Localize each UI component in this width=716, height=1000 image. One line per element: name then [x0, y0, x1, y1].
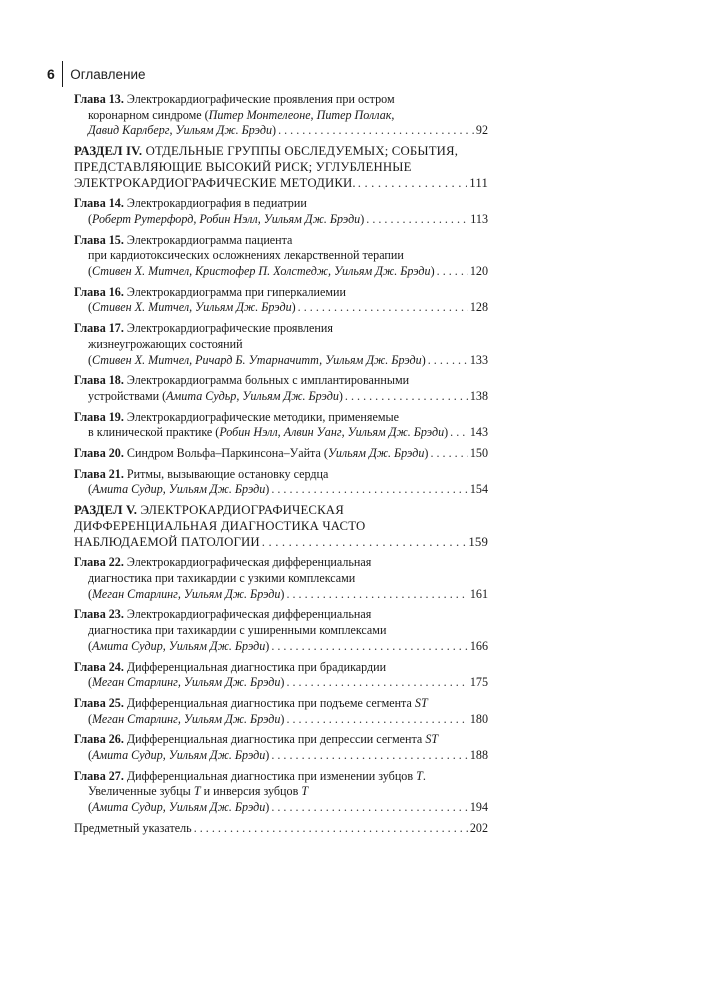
- toc-title-text: Ритмы, вызывающие остановку сердца: [126, 466, 329, 481]
- toc-line-text: [88, 639, 269, 655]
- toc-page-number: 166: [469, 638, 488, 653]
- toc-label: Глава 23.: [74, 607, 124, 622]
- page-number: 6: [47, 66, 55, 82]
- toc-chapter[interactable]: [74, 321, 488, 368]
- toc-chapter[interactable]: [74, 410, 488, 441]
- toc-title-text: Электрокардиографическая дифференциальная: [126, 607, 372, 622]
- toc-line-text: [88, 587, 284, 603]
- toc-title-text: ): [421, 352, 426, 367]
- toc-page-number: 161: [469, 586, 488, 601]
- running-head: [47, 60, 146, 88]
- toc-title-text: Электрокардиография в педиатрии: [126, 196, 307, 211]
- toc-line-text: [88, 212, 364, 228]
- running-head-title: Оглавление: [70, 66, 146, 82]
- toc-title-text: ): [338, 388, 343, 403]
- toc-title-text: ДИФФЕРЕНЦИАЛЬНАЯ ДИАГНОСТИКА ЧАСТО: [74, 518, 366, 533]
- toc-line: [74, 321, 488, 337]
- dot-leader: [278, 123, 474, 139]
- toc-title-text: Дифференциальная диагностика при брадикардии: [126, 659, 387, 674]
- toc-title-text: Электрокардиографические проявления при остром: [126, 92, 395, 106]
- toc-line-text: [88, 800, 269, 816]
- toc-label: Глава 22.: [74, 555, 124, 570]
- toc-label: Глава 18.: [74, 373, 124, 388]
- toc-line-text: [88, 748, 269, 764]
- toc-line: [74, 446, 488, 462]
- toc-page-number: 133: [469, 352, 488, 367]
- toc-label: Глава 25.: [74, 695, 124, 710]
- toc-page-number: 188: [469, 748, 488, 763]
- toc-title-text: при кардиотоксических осложнениях лекарственной терапии: [88, 248, 404, 263]
- toc-chapter[interactable]: [74, 285, 488, 316]
- toc-title-text: (: [88, 482, 93, 497]
- toc-page-number: 138: [469, 388, 488, 403]
- toc-page-number: 175: [469, 675, 488, 690]
- toc-title-text: ЭЛЕКТРОКАРДИОГРАФИЧЕСКИЕ МЕТОДИКИ.: [74, 175, 356, 190]
- toc-title-text: Электрокардиографические методики, применяемые: [126, 409, 399, 424]
- toc-title-text: (: [88, 352, 93, 367]
- toc-line: [74, 160, 488, 176]
- toc-chapter[interactable]: [74, 769, 488, 816]
- toc-page-number: 113: [470, 211, 488, 226]
- toc-title-text: Дифференциальная диагностика при депрессии сегмента: [126, 732, 426, 747]
- toc-line-text: [88, 353, 426, 369]
- toc-label: РАЗДЕЛ V.: [74, 503, 138, 518]
- toc-label: РАЗДЕЛ IV.: [74, 144, 143, 159]
- toc-section[interactable]: [74, 144, 488, 191]
- dot-leader: [286, 712, 467, 728]
- toc-label: Глава 19.: [74, 409, 124, 424]
- toc-line: [74, 264, 488, 280]
- toc-page-number: 111: [469, 175, 488, 190]
- toc-title-text: Дифференциальная диагностика при подъеме сегмента: [126, 695, 415, 710]
- toc-authors: Стивен Х. Митчел, Уильям Дж. Брэди: [92, 300, 292, 315]
- toc-authors: Меган Старлинг, Уильям Дж. Брэди: [92, 586, 281, 601]
- toc-title-text: (: [88, 638, 93, 653]
- toc-index[interactable]: [74, 821, 488, 837]
- toc-title-text: Электрокардиограмма при гиперкалиемии: [126, 284, 346, 299]
- toc-authors: Амита Судир, Уильям Дж. Брэди: [92, 482, 266, 497]
- toc-label: Глава 24.: [74, 659, 124, 674]
- toc-authors: ST: [414, 695, 428, 710]
- toc-title-text: ПРЕДСТАВЛЯЮЩИЕ ВЫСОКИЙ РИСК; УГЛУБЛЕННЫЕ: [74, 159, 412, 174]
- toc-title-text: .: [422, 768, 426, 783]
- toc-chapter[interactable]: [74, 92, 488, 139]
- toc-chapter[interactable]: [74, 467, 488, 498]
- toc-line: [74, 467, 488, 483]
- toc-page-number: 159: [468, 534, 488, 549]
- toc-chapter[interactable]: [74, 607, 488, 654]
- toc-label: Глава 14.: [74, 196, 124, 211]
- toc-line: [74, 769, 488, 785]
- toc-line-text: [74, 535, 260, 551]
- toc-chapter[interactable]: [74, 233, 488, 280]
- dot-leader: [271, 482, 468, 498]
- toc-line: [74, 233, 488, 249]
- toc-title-text: ЭЛЕКТРОКАРДИОГРАФИЧЕСКАЯ: [140, 503, 344, 518]
- toc-authors: Амита Судир, Уильям Дж. Брэди: [92, 800, 266, 815]
- toc-line-text: [88, 482, 269, 498]
- toc-line: [74, 748, 488, 764]
- toc-line: [74, 300, 488, 316]
- toc-authors: Амита Судир, Уильям Дж. Брэди: [92, 748, 266, 763]
- toc-line: [74, 607, 488, 623]
- toc-title-text: коронарном синдроме (: [88, 107, 209, 122]
- toc-line: [74, 555, 488, 571]
- toc-line: [74, 800, 488, 816]
- toc-title-text: ОТДЕЛЬНЫЕ ГРУППЫ ОБСЛЕДУЕМЫХ; СОБЫТИЯ,: [145, 144, 459, 159]
- dot-leader: [430, 446, 467, 462]
- toc-title-text: в клинической практике (: [88, 425, 220, 440]
- toc-title-text: (: [88, 211, 93, 226]
- toc-label: Глава 21.: [74, 466, 124, 481]
- toc-section[interactable]: [74, 503, 488, 550]
- dot-leader: [271, 639, 468, 655]
- toc-title-text: ): [272, 123, 277, 138]
- toc-label: Глава 17.: [74, 321, 124, 336]
- dot-leader: [450, 425, 468, 441]
- toc-page-number: 154: [469, 482, 488, 497]
- toc-label: Глава 15.: [74, 232, 124, 247]
- toc-line: [74, 675, 488, 691]
- toc-title-text: ): [265, 800, 270, 815]
- toc-line: [74, 285, 488, 301]
- toc-line-text: [88, 712, 284, 728]
- toc-label: Глава 27.: [74, 768, 124, 783]
- toc-line-text: [74, 821, 192, 837]
- toc-title-text: ): [424, 446, 429, 461]
- toc-line-text: [88, 425, 448, 441]
- table-of-contents: [74, 92, 488, 842]
- toc-line-text: [88, 389, 343, 405]
- toc-title-text: Электрокардиограмма пациента: [126, 232, 293, 247]
- toc-line: [74, 337, 488, 353]
- dot-leader: [194, 821, 468, 837]
- toc-title-text: Электрокардиографическая дифференциальная: [126, 555, 372, 570]
- toc-authors: Амита Судьр, Уильям Дж. Брэди: [166, 388, 339, 403]
- toc-title-text: ): [280, 675, 285, 690]
- toc-line: [74, 519, 488, 535]
- toc-line: [74, 784, 488, 800]
- toc-title-text: Синдром Вольфа–Паркинсона–Уайта (: [126, 446, 328, 461]
- toc-line-text: [88, 123, 276, 139]
- toc-title-text: (: [88, 586, 93, 601]
- toc-title-text: Предметный указатель: [74, 820, 192, 835]
- toc-authors: T: [416, 768, 423, 783]
- toc-title-text: ): [291, 300, 296, 315]
- toc-authors: Меган Старлинг, Уильям Дж. Брэди: [92, 675, 281, 690]
- toc-authors: Стивен Х. Митчел, Ричард Б. Утарначитт, Уильям Дж. Брэди: [92, 352, 422, 367]
- toc-title-text: (: [88, 711, 93, 726]
- toc-chapter[interactable]: [74, 446, 488, 462]
- toc-authors: Давид Карлберг, Уильям Дж. Брэди: [88, 123, 273, 138]
- toc-title-text: ): [280, 711, 285, 726]
- toc-line-text: [88, 675, 284, 691]
- toc-authors: ST: [425, 732, 439, 747]
- toc-authors: T: [301, 784, 309, 799]
- toc-title-text: ): [265, 638, 270, 653]
- toc-title-text: ): [360, 211, 365, 226]
- toc-line: [74, 353, 488, 369]
- toc-title-text: (: [88, 800, 93, 815]
- toc-line: [74, 571, 488, 587]
- toc-title-text: (: [88, 300, 93, 315]
- toc-authors: Уильям Дж. Брэди: [327, 446, 425, 461]
- toc-title-text: НАБЛЮДАЕМОЙ ПАТОЛОГИИ: [74, 534, 260, 549]
- toc-line: [74, 639, 488, 655]
- dot-leader: [286, 587, 467, 603]
- toc-label: Глава 20.: [74, 446, 124, 461]
- toc-chapter[interactable]: [74, 696, 488, 727]
- toc-line: [74, 482, 488, 498]
- toc-line: [74, 108, 488, 124]
- dot-leader: [358, 176, 468, 192]
- toc-line: [74, 660, 488, 676]
- toc-title-text: жизнеугрожающих состояний: [88, 336, 243, 351]
- toc-title-text: (: [88, 264, 93, 279]
- toc-page-number: 150: [469, 446, 488, 461]
- toc-line: [74, 587, 488, 603]
- dot-leader: [271, 748, 468, 764]
- toc-page-number: 143: [469, 425, 488, 440]
- toc-line: [74, 196, 488, 212]
- toc-title-text: (: [88, 675, 93, 690]
- toc-title-text: ): [265, 748, 270, 763]
- toc-title-text: и инверсия зубцов: [200, 784, 302, 799]
- toc-chapter[interactable]: [74, 196, 488, 227]
- toc-title-text: диагностика при тахикардии с узкими комплексами: [88, 570, 356, 585]
- toc-title-text: ): [430, 264, 435, 279]
- dot-leader: [298, 300, 468, 316]
- toc-line: [74, 712, 488, 728]
- toc-authors: Стивен Х. Митчел, Кристофер П. Холстедж, Уильям Дж. Брэди: [92, 264, 431, 279]
- toc-page-number: 194: [469, 800, 488, 815]
- toc-line-text: [74, 446, 428, 462]
- toc-label: Глава 13.: [74, 92, 124, 106]
- toc-line: [74, 212, 488, 228]
- toc-authors: Питер Монтелеоне, Питер Поллак,: [208, 107, 395, 122]
- toc-line: [74, 821, 488, 837]
- dot-leader: [437, 264, 468, 280]
- toc-authors: T: [193, 784, 201, 799]
- toc-line-text: [88, 264, 435, 280]
- toc-title-text: Увеличенные зубцы: [88, 784, 194, 799]
- toc-page-number: 202: [469, 820, 488, 835]
- toc-line: [74, 248, 488, 264]
- toc-line-text: [74, 176, 356, 192]
- toc-line: [74, 623, 488, 639]
- toc-title-text: устройствами (: [88, 388, 167, 403]
- toc-chapter[interactable]: [74, 732, 488, 763]
- toc-line: [74, 732, 488, 748]
- toc-page-number: 180: [469, 711, 488, 726]
- toc-line: [74, 123, 488, 139]
- toc-chapter[interactable]: [74, 660, 488, 691]
- toc-authors: Меган Старлинг, Уильям Дж. Брэди: [92, 711, 281, 726]
- toc-line: [74, 92, 488, 108]
- toc-label: Глава 16.: [74, 284, 124, 299]
- dot-leader: [262, 535, 467, 551]
- toc-title-text: (: [88, 748, 93, 763]
- toc-chapter[interactable]: [74, 555, 488, 602]
- toc-page-number: 120: [469, 264, 488, 279]
- toc-authors: Амита Судир, Уильям Дж. Брэди: [92, 638, 266, 653]
- toc-line: [74, 425, 488, 441]
- toc-title-text: Электрокардиографические проявления: [126, 321, 333, 336]
- toc-authors: Роберт Рутерфорд, Робин Нэлл, Уильям Дж. Брэди: [92, 211, 361, 226]
- toc-line: [74, 176, 488, 192]
- toc-page-number: 128: [469, 300, 488, 315]
- toc-line: [74, 503, 488, 519]
- dot-leader: [366, 212, 468, 228]
- toc-title-text: диагностика при тахикардии с уширенными комплексами: [88, 623, 387, 638]
- toc-title-text: Электрокардиограмма больных с имплантированными: [126, 373, 410, 388]
- toc-title-text: ): [265, 482, 270, 497]
- toc-authors: Робин Нэлл, Алвин Уанг, Уильям Дж. Брэди: [219, 425, 445, 440]
- toc-line: [74, 535, 488, 551]
- toc-line-text: [88, 300, 296, 316]
- toc-title-text: ): [280, 586, 285, 601]
- toc-title-text: Дифференциальная диагностика при изменении зубцов: [126, 768, 417, 783]
- toc-line: [74, 389, 488, 405]
- toc-line: [74, 144, 488, 160]
- toc-line: [74, 696, 488, 712]
- dot-leader: [428, 353, 468, 369]
- dot-leader: [286, 675, 467, 691]
- dot-leader: [271, 800, 468, 816]
- toc-label: Глава 26.: [74, 732, 124, 747]
- toc-line: [74, 373, 488, 389]
- toc-title-text: ): [444, 425, 449, 440]
- toc-page-number: 92: [475, 123, 488, 138]
- toc-chapter[interactable]: [74, 373, 488, 404]
- dot-leader: [345, 389, 468, 405]
- toc-line: [74, 410, 488, 426]
